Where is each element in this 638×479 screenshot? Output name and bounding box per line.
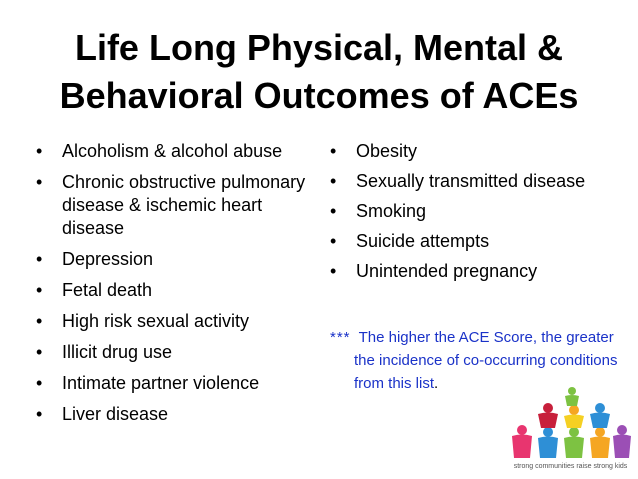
list-item: • Suicide attempts (330, 231, 490, 251)
bullet-icon: • (36, 404, 43, 424)
bullet-icon: • (36, 141, 43, 161)
figure-head (543, 427, 553, 437)
list-item: • Chronic obstructive pulmonary disease & ischemic heart disease (36, 172, 306, 238)
figure-head (568, 387, 576, 395)
figure-body (590, 437, 610, 459)
left-outcome-list (34, 140, 314, 434)
note-stars: *** (330, 329, 351, 346)
note-text: The higher the ACE Score, the greater the incidence of co-occurring conditions from this list (354, 329, 618, 392)
figure-body (590, 413, 610, 429)
slide-title (0, 24, 638, 120)
list-item: • Smoking (330, 201, 427, 221)
list-item: • Fetal death (36, 280, 153, 300)
figure-body (512, 435, 532, 459)
figure-body (565, 395, 579, 406)
logo-tagline: strong communities raise strong kids (513, 463, 628, 470)
figure-head (569, 427, 579, 437)
list-item: • Sexually transmitted disease (330, 171, 586, 191)
figure-head (517, 425, 527, 435)
figure-head (595, 403, 605, 413)
list-item: • Depression (36, 249, 154, 269)
figure-head (543, 403, 553, 413)
ace-score-note (330, 326, 634, 395)
list-item: • Intimate partner violence (36, 373, 260, 393)
title-line-1: Life Long Physical, Mental & (74, 27, 564, 68)
figure-body (564, 415, 584, 429)
list-item: • Unintended pregnancy (330, 261, 538, 281)
figure-body (613, 435, 631, 459)
figure-body (564, 437, 584, 459)
bullet-icon: • (36, 280, 43, 300)
figure-head (569, 405, 579, 415)
bullet-icon: • (36, 373, 43, 393)
figure-body (538, 437, 558, 459)
list-item: • Obesity (330, 141, 418, 161)
figure-body (538, 413, 558, 429)
bullet-icon: • (36, 342, 43, 362)
bullet-icon: • (330, 201, 337, 221)
bullet-icon: • (330, 141, 337, 161)
right-outcome-list (328, 140, 628, 290)
title-line-2: Behavioral Outcomes of ACEs (59, 75, 579, 116)
note-period: . (434, 375, 439, 392)
strong-communities-logo (508, 386, 633, 476)
bullet-icon: • (36, 249, 43, 269)
figure-head (617, 425, 627, 435)
list-item: • Liver disease (36, 404, 169, 424)
list-item: • Alcoholism & alcohol abuse (36, 141, 283, 161)
bullet-icon: • (330, 261, 337, 281)
people-pyramid-icon (508, 386, 633, 464)
list-item: • High risk sexual activity (36, 311, 250, 331)
bullet-icon: • (36, 311, 43, 331)
bullet-icon: • (36, 172, 43, 192)
bullet-icon: • (330, 171, 337, 191)
bullet-icon: • (330, 231, 337, 251)
figure-head (595, 427, 605, 437)
list-item: • Illicit drug use (36, 342, 173, 362)
